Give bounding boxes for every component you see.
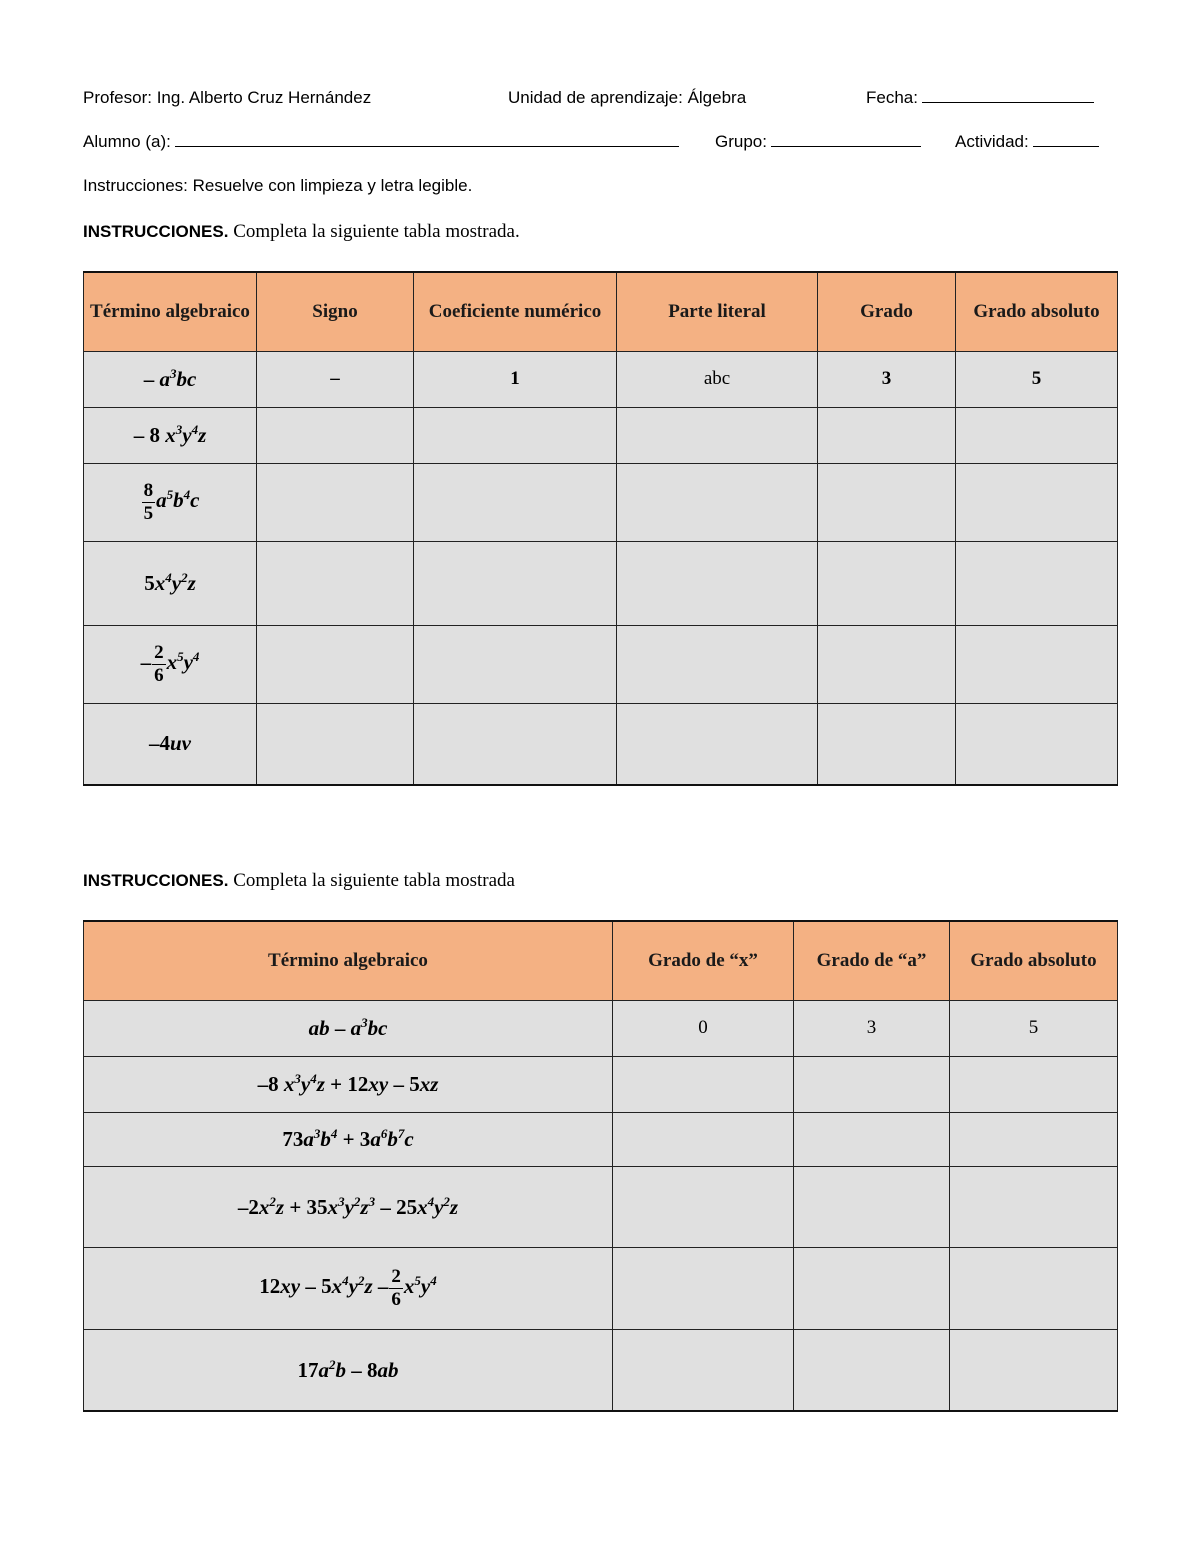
col-header-grado-absoluto: Grado absoluto xyxy=(956,272,1118,351)
grado-cell: 3 xyxy=(818,351,956,407)
answer-cell[interactable] xyxy=(613,1247,794,1329)
term-cell xyxy=(84,1247,613,1329)
answer-cell[interactable] xyxy=(257,407,414,463)
grupo-blank[interactable] xyxy=(771,145,921,147)
answer-cell[interactable] xyxy=(613,1112,794,1166)
section1-instr-bold: INSTRUCCIONES. xyxy=(83,222,229,241)
answer-cell[interactable] xyxy=(414,407,617,463)
section2-instr-text: Completa la siguiente tabla mostrada xyxy=(228,870,515,891)
table-row xyxy=(84,1000,1118,1056)
col-header-termino: Término algebraico xyxy=(84,272,257,351)
answer-cell[interactable] xyxy=(794,1112,950,1166)
answer-cell[interactable] xyxy=(414,625,617,703)
term-cell xyxy=(84,407,257,463)
section1-instr-text: Completa la siguiente tabla mostrada. xyxy=(228,221,520,242)
unidad-label: Unidad de aprendizaje: Álgebra xyxy=(508,88,747,107)
math-term: – $a^3bc$ xyxy=(143,366,197,391)
answer-cell[interactable] xyxy=(818,703,956,785)
alumno-label: Alumno (a): xyxy=(83,132,171,151)
answer-cell[interactable] xyxy=(818,463,956,541)
table-row xyxy=(84,1329,1118,1411)
fecha-label: Fecha: xyxy=(866,88,918,107)
math-term: $-2x^2z + 35x^3y^2z^3 - 25x^4y^2z$ xyxy=(237,1193,459,1219)
answer-cell[interactable] xyxy=(950,1056,1118,1112)
col-header-grado-absoluto: Grado absoluto xyxy=(950,921,1118,1000)
term-cell xyxy=(84,1056,613,1112)
table-polynomials xyxy=(83,920,1118,1412)
answer-cell[interactable] xyxy=(414,541,617,625)
answer-cell[interactable] xyxy=(956,407,1118,463)
answer-cell[interactable] xyxy=(794,1166,950,1247)
col-header-signo: Signo xyxy=(257,272,414,351)
answer-cell[interactable] xyxy=(617,541,818,625)
col-header-grado: Grado xyxy=(818,272,956,351)
answer-cell[interactable] xyxy=(950,1166,1118,1247)
section2-instr-bold: INSTRUCCIONES. xyxy=(83,871,229,890)
table-row xyxy=(84,1056,1118,1112)
table-row xyxy=(84,1112,1118,1166)
actividad-blank[interactable] xyxy=(1033,145,1099,147)
math-term: $12xy - 5x^4y^2z$ – $\frac{2}{6}$ $x^5y^4$ xyxy=(259,1265,437,1310)
col-header-grado-a: Grado de “a” xyxy=(794,921,950,1000)
answer-cell[interactable] xyxy=(794,1329,950,1411)
answer-cell[interactable] xyxy=(818,541,956,625)
signo-cell: – xyxy=(257,351,414,407)
answer-cell[interactable] xyxy=(414,703,617,785)
coeficiente-cell: 1 xyxy=(414,351,617,407)
math-term: –4uv xyxy=(149,731,191,756)
term-cell xyxy=(84,541,257,625)
grado-x-cell: 0 xyxy=(613,1000,794,1056)
answer-cell[interactable] xyxy=(794,1247,950,1329)
answer-cell[interactable] xyxy=(414,463,617,541)
answer-cell[interactable] xyxy=(956,541,1118,625)
answer-cell[interactable] xyxy=(257,703,414,785)
table-row xyxy=(84,703,1118,785)
table-row xyxy=(84,625,1118,703)
actividad-field xyxy=(955,132,1099,152)
section2-instructions xyxy=(83,870,515,892)
answer-cell[interactable] xyxy=(818,407,956,463)
answer-cell[interactable] xyxy=(794,1056,950,1112)
answer-cell[interactable] xyxy=(613,1166,794,1247)
answer-cell[interactable] xyxy=(950,1247,1118,1329)
answer-cell[interactable] xyxy=(956,463,1118,541)
fecha-field xyxy=(866,88,1094,108)
math-term: – $\frac{2}{6}$ $x^5y^4$ xyxy=(140,641,200,686)
term-cell xyxy=(84,1166,613,1247)
table-row xyxy=(84,351,1118,407)
parte-literal-cell: abc xyxy=(617,351,818,407)
term-cell xyxy=(84,1112,613,1166)
col-header-parte-literal: Parte literal xyxy=(617,272,818,351)
math-term: $73a^3b^4 + 3a^6b^7c$ xyxy=(282,1126,414,1151)
term-cell xyxy=(84,625,257,703)
table-row xyxy=(84,407,1118,463)
term-cell xyxy=(84,463,257,541)
answer-cell[interactable] xyxy=(617,703,818,785)
fecha-blank[interactable] xyxy=(922,101,1094,103)
alumno-field xyxy=(83,132,679,152)
grupo-label: Grupo: xyxy=(715,132,767,151)
term-cell xyxy=(84,703,257,785)
math-term: ab – $a^3bc$ xyxy=(308,1015,388,1040)
table-header-row xyxy=(84,921,1118,1000)
answer-cell[interactable] xyxy=(613,1329,794,1411)
actividad-label: Actividad: xyxy=(955,132,1029,151)
table-row xyxy=(84,1247,1118,1329)
math-term: $5x^4y^2z$ xyxy=(144,570,196,595)
answer-cell[interactable] xyxy=(818,625,956,703)
answer-cell[interactable] xyxy=(257,541,414,625)
table-row xyxy=(84,463,1118,541)
math-term: $\frac{8}{5}$ $a^5b^4c$ xyxy=(143,479,200,524)
section1-instructions xyxy=(83,221,520,243)
answer-cell[interactable] xyxy=(613,1056,794,1112)
grado-a-cell: 3 xyxy=(794,1000,950,1056)
math-term: –8 $x^3y^4z + 12xy - 5xz$ xyxy=(257,1071,439,1096)
answer-cell[interactable] xyxy=(617,463,818,541)
profesor-label: Profesor: Ing. Alberto Cruz Hernández xyxy=(83,88,372,107)
col-header-termino: Término algebraico xyxy=(84,921,613,1000)
grado-absoluto-cell: 5 xyxy=(956,351,1118,407)
term-cell xyxy=(84,1329,613,1411)
grado-absoluto-cell: 5 xyxy=(950,1000,1118,1056)
answer-cell[interactable] xyxy=(257,463,414,541)
answer-cell[interactable] xyxy=(617,625,818,703)
general-instructions: Instrucciones: Resuelve con limpieza y letra legible. xyxy=(83,176,473,195)
answer-cell[interactable] xyxy=(950,1329,1118,1411)
alumno-blank[interactable] xyxy=(175,145,679,147)
term-cell xyxy=(84,351,257,407)
answer-cell[interactable] xyxy=(617,407,818,463)
col-header-coeficiente: Coeficiente numérico xyxy=(414,272,617,351)
table-row xyxy=(84,1166,1118,1247)
math-term: – 8 $x^3y^4z$ xyxy=(133,422,207,447)
answer-cell[interactable] xyxy=(956,703,1118,785)
grupo-field xyxy=(715,132,921,152)
table-row xyxy=(84,541,1118,625)
answer-cell[interactable] xyxy=(950,1112,1118,1166)
table-header-row xyxy=(84,272,1118,351)
answer-cell[interactable] xyxy=(956,625,1118,703)
table-terms xyxy=(83,271,1118,786)
col-header-grado-x: Grado de “x” xyxy=(613,921,794,1000)
term-cell xyxy=(84,1000,613,1056)
answer-cell[interactable] xyxy=(257,625,414,703)
math-term: $17a^2b - 8ab$ xyxy=(297,1356,399,1382)
